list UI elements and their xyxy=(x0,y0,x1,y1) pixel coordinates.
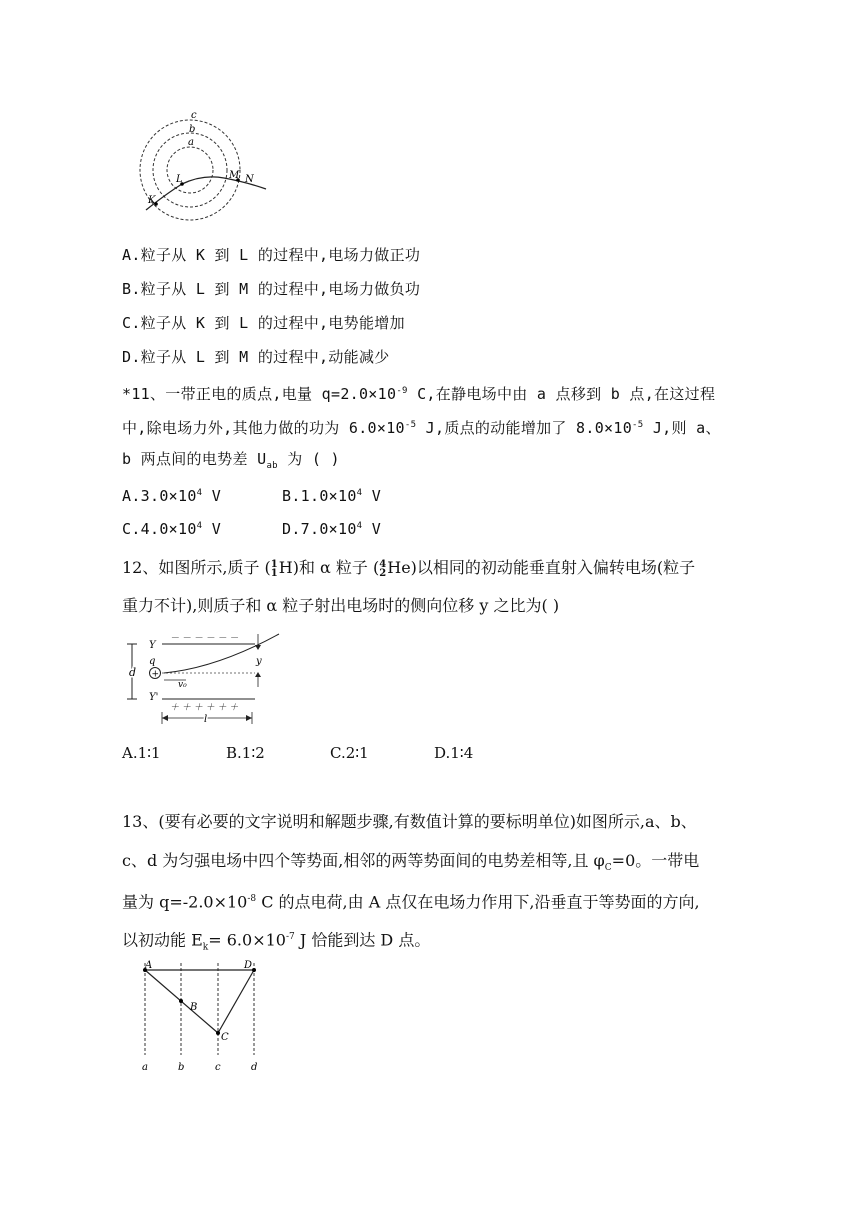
label-M: M xyxy=(229,170,240,181)
q11-line-1: *11、一带正电的质点,电量 $q=2.0\times 10^{-9}$ C,在静电场中由 a 点移到 b 点,在这过程 xyxy=(122,385,716,403)
q12-option-a: A.1∶1 xyxy=(122,744,161,762)
label-v0: v₀ xyxy=(178,680,187,690)
charge-plus: + xyxy=(151,669,160,680)
equipotential-circles-figure xyxy=(128,106,278,224)
label-plane-c: c xyxy=(215,1062,221,1073)
q11-line-3: b 两点间的电势差 $U_{ab}$ 为 ( ) xyxy=(122,450,340,471)
label-K: K xyxy=(148,195,156,206)
q12-line-1: 12、如图所示,质子 (1 1H)和 α 粒子 (4 2He)以相同的初动能垂直射入偏转电场(粒子 xyxy=(122,558,696,579)
q10-option-d: D.粒子从 L 到 M 的过程中,动能减少 xyxy=(122,348,390,366)
label-b: b xyxy=(189,124,196,135)
label-Y: Y xyxy=(149,640,156,651)
label-y: y xyxy=(256,656,262,667)
q11-option-c: $C.4.0\times 10^4$ V xyxy=(122,520,222,538)
minus-signs: － － － － － － xyxy=(170,634,239,644)
equipotential-planes-figure xyxy=(130,955,270,1075)
label-N: N xyxy=(245,174,254,185)
label-c: c xyxy=(191,110,197,121)
q13-line-2: c、d 为匀强电场中四个等势面,相邻的两等势面间的电势差相等,且 $\varphi_C=0$。一带电 xyxy=(122,851,700,874)
label-a: a xyxy=(188,137,194,148)
label-plane-d: d xyxy=(251,1062,258,1073)
q10-option-b: B.粒子从 L 到 M 的过程中,电场力做负功 xyxy=(122,280,421,298)
deflection-field-figure xyxy=(122,630,292,730)
q10-option-a: A.粒子从 K 到 L 的过程中,电场力做正功 xyxy=(122,246,421,264)
q12-option-b: B.1∶2 xyxy=(226,744,265,762)
label-D: D xyxy=(244,960,253,971)
q12-option-c: C.2∶1 xyxy=(330,744,369,762)
q13-line-3: 量为 $q=-2.0\times 10^{-8}$ C 的点电荷,由 A 点仅在电场力作用下,沿垂直于等势面的方向, xyxy=(122,892,700,912)
label-A: A xyxy=(145,960,153,971)
plus-signs: ＋ ＋ ＋ ＋ ＋ ＋ xyxy=(170,703,239,713)
label-C: C xyxy=(221,1032,229,1043)
q13-line-4: 以初动能 $E_k= 6.0\times 10^{-7}$ J 恰能到达 D 点。 xyxy=(122,930,431,953)
q12-line-2: 重力不计),则质子和 α 粒子射出电场时的侧向位移 y 之比为( ) xyxy=(122,596,560,615)
label-plane-b: b xyxy=(178,1062,185,1073)
q11-line-2: 中,除电场力外,其他力做的功为 $6.0\times 10^{-5}$ J,质点的动能增加了 $8.0\times 10^{-5}$ J,则 a、 xyxy=(122,419,721,437)
label-L: L xyxy=(176,174,183,185)
q11-option-a: $A.3.0\times 10^4$ V xyxy=(122,487,222,505)
label-q: q xyxy=(149,656,156,667)
q11-option-d: $D.7.0\times 10^4$ V xyxy=(282,520,382,538)
label-l: l xyxy=(204,714,208,725)
label-d: d xyxy=(129,666,137,679)
label-B: B xyxy=(190,1002,198,1013)
q12-option-d: D.1∶4 xyxy=(434,744,474,762)
label-Y-prime: Y' xyxy=(149,692,159,703)
q13-line-1: 13、(要有必要的文字说明和解题步骤,有数值计算的要标明单位)如图所示,a、b、 xyxy=(122,812,697,831)
label-plane-a: a xyxy=(142,1062,148,1073)
q10-option-c: C.粒子从 K 到 L 的过程中,电势能增加 xyxy=(122,314,405,332)
q11-option-b: $B.1.0\times 10^4$ V xyxy=(282,487,382,505)
